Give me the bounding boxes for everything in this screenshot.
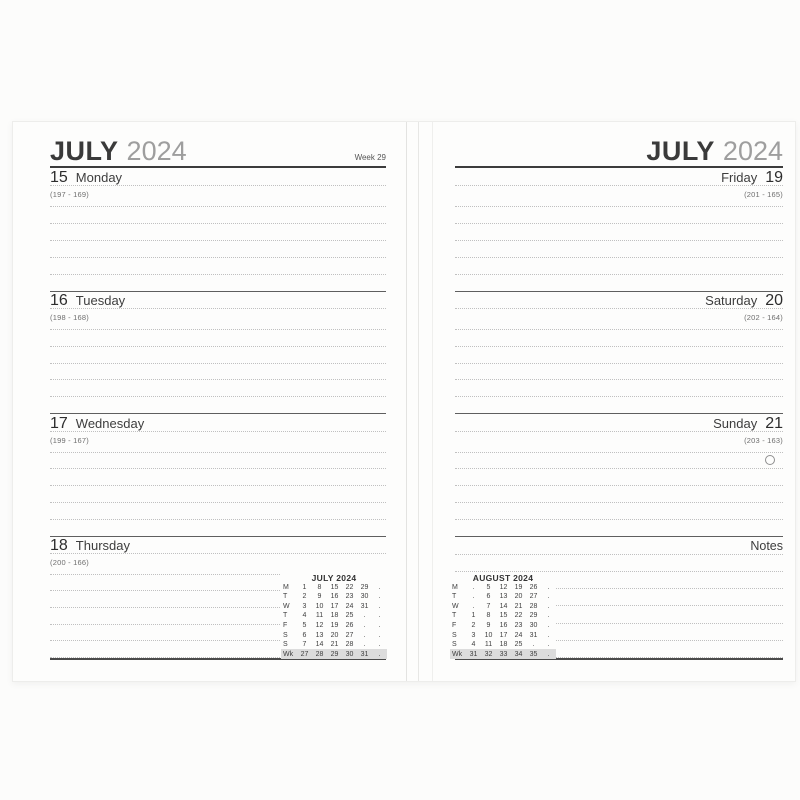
mini-calendar-row: [281, 602, 387, 612]
mini-calendar-cell: 13: [499, 593, 508, 601]
mini-calendar-cell: 23: [514, 622, 523, 630]
mini-calendar-cell: 15: [330, 583, 339, 591]
writing-line: [50, 520, 386, 536]
mini-calendar-cell: 17: [499, 631, 508, 639]
mini-calendar-day-label: T: [452, 593, 457, 601]
day-name: Wednesday: [75, 415, 145, 431]
mini-calendar-cell: .: [472, 602, 475, 610]
page-title-year: 2024: [126, 136, 187, 167]
mini-calendar-cell: .: [363, 631, 366, 639]
mini-calendar-cell: 26: [345, 622, 354, 630]
day-number: 15: [50, 168, 68, 186]
day-heading: [50, 414, 386, 432]
full-moon-icon: [765, 455, 775, 465]
writing-line: [50, 453, 386, 470]
mini-calendar-cell: 35: [529, 650, 538, 658]
day-of-year-count: (201 - 165): [455, 186, 783, 207]
writing-line: [455, 503, 783, 520]
mini-calendar-cell: 7: [486, 602, 491, 610]
left-page: [50, 122, 386, 660]
writing-line: [50, 503, 386, 520]
mini-calendar-row: [450, 592, 556, 602]
mini-calendar-cell: 27: [529, 593, 538, 601]
mini-calendar-day-label: S: [452, 641, 457, 649]
mini-calendar-cell: 28: [315, 650, 324, 658]
mini-calendar-cell: .: [532, 641, 535, 649]
notes-heading: Notes: [455, 537, 783, 555]
writing-line: [50, 397, 386, 413]
mini-calendar-cell: 30: [345, 650, 354, 658]
writing-line: [455, 397, 783, 413]
day-heading: [50, 292, 386, 310]
mini-calendar-cell: 31: [360, 602, 369, 610]
mini-calendar-cell: .: [378, 631, 381, 639]
writing-line: [455, 330, 783, 347]
mini-calendar-cell: .: [378, 593, 381, 601]
mini-calendar-row: [450, 630, 556, 640]
mini-calendar-cell: 13: [315, 631, 324, 639]
mini-calendar-cell: 10: [315, 602, 324, 610]
mini-calendar-cell: 11: [315, 612, 324, 620]
day-of-year-count: (198 - 168): [50, 309, 386, 330]
day-number: 18: [50, 537, 68, 555]
day-section-thursday: [50, 536, 386, 659]
mini-calendar-week-row: [281, 649, 387, 659]
mini-calendar-day-label: Wk: [452, 650, 463, 658]
right-page: [452, 122, 783, 660]
writing-line: [455, 469, 783, 486]
mini-calendar-cell: .: [472, 593, 475, 601]
mini-calendar-row: [450, 611, 556, 621]
spine-gutter-line: [406, 122, 407, 681]
mini-calendar-cell: 29: [330, 650, 339, 658]
notes-section: [452, 536, 783, 659]
mini-calendar-day-label: T: [452, 612, 457, 620]
mini-calendar-title: JULY 2024: [311, 572, 357, 583]
left-page-day-sections: [50, 168, 386, 660]
day-section-saturday: [455, 291, 783, 414]
mini-calendar-cell: 29: [529, 612, 538, 620]
day-name: Sunday: [713, 415, 758, 431]
mini-calendar-cell: .: [547, 641, 550, 649]
writing-line: [50, 258, 386, 275]
writing-line: [50, 207, 386, 224]
mini-calendar-cell: .: [378, 641, 381, 649]
mini-calendar-cell: .: [547, 583, 550, 591]
mini-calendar-cell: 4: [302, 612, 307, 620]
mini-calendar-cell: 28: [345, 641, 354, 649]
day-heading: [455, 414, 783, 432]
mini-calendar-row: [450, 602, 556, 612]
spine-gutter-line: [418, 122, 419, 681]
mini-calendar-august: [448, 572, 556, 660]
writing-line: [50, 380, 386, 397]
week-number-label: Week 29: [354, 153, 386, 162]
writing-line: [455, 380, 783, 397]
mini-calendar-cell: 20: [330, 631, 339, 639]
mini-calendar-cell: 31: [529, 631, 538, 639]
mini-calendar-day-label: T: [283, 612, 288, 620]
day-number: 20: [765, 292, 783, 310]
mini-calendar-cell: 2: [471, 622, 476, 630]
mini-calendar-day-label: Wk: [283, 650, 294, 658]
day-name: Saturday: [705, 293, 758, 309]
day-section-wednesday: [50, 413, 386, 536]
mini-calendar-cell: .: [547, 593, 550, 601]
mini-calendar-row: [450, 621, 556, 631]
mini-calendar-cell: .: [547, 631, 550, 639]
writing-line: [50, 347, 386, 364]
day-name: Tuesday: [75, 293, 126, 309]
page-title-month: JULY: [50, 136, 119, 167]
spine-gutter-line: [432, 122, 433, 681]
mini-calendar-cell: .: [363, 641, 366, 649]
mini-calendar-cell: .: [472, 583, 475, 591]
writing-line: [50, 224, 386, 241]
writing-line: [50, 330, 386, 347]
writing-line: [455, 364, 783, 381]
mini-calendar-cell: 6: [486, 593, 491, 601]
day-heading: [50, 537, 386, 555]
mini-calendar-day-label: M: [283, 583, 289, 591]
mini-calendar-cell: .: [547, 650, 550, 658]
mini-calendar-row: [281, 583, 387, 593]
mini-calendar-cell: 12: [315, 622, 324, 630]
mini-calendar-day-label: S: [283, 631, 288, 639]
day-heading: [455, 168, 783, 186]
writing-line: [50, 486, 386, 503]
mini-calendar-cell: 3: [302, 602, 307, 610]
mini-calendar-cell: .: [547, 622, 550, 630]
writing-line: [455, 258, 783, 275]
mini-calendar-cell: 9: [486, 622, 491, 630]
mini-calendar-day-label: S: [452, 631, 457, 639]
writing-line: [50, 469, 386, 486]
mini-calendar-cell: 24: [514, 631, 523, 639]
mini-calendar-cell: 7: [302, 641, 307, 649]
mini-calendar-cell: 25: [514, 641, 523, 649]
mini-calendar-cell: 4: [471, 641, 476, 649]
day-heading: [50, 168, 386, 186]
mini-calendar-cell: 15: [499, 612, 508, 620]
mini-calendar-week-row: [450, 649, 556, 659]
mini-calendar-cell: .: [378, 602, 381, 610]
mini-calendar-cell: 9: [317, 593, 322, 601]
mini-calendar-cell: 22: [345, 583, 354, 591]
day-section-monday: [50, 168, 386, 291]
writing-line: [50, 364, 386, 381]
day-number: 16: [50, 292, 68, 310]
mini-calendar-day-label: S: [283, 641, 288, 649]
mini-calendar-cell: .: [378, 622, 381, 630]
writing-line: [455, 275, 783, 291]
day-name: Friday: [721, 169, 758, 185]
mini-calendar-cell: 29: [360, 583, 369, 591]
mini-calendar-cell: 14: [499, 602, 508, 610]
mini-calendar-day-label: T: [283, 593, 288, 601]
writing-line: [50, 241, 386, 258]
mini-calendar-cell: 19: [514, 583, 523, 591]
writing-line: [455, 347, 783, 364]
mini-calendar-cell: .: [363, 622, 366, 630]
mini-calendar-cell: 2: [302, 593, 307, 601]
mini-calendar-cell: 1: [471, 612, 476, 620]
day-of-year-count: (203 - 163): [455, 432, 783, 453]
writing-line: [455, 207, 783, 224]
mini-calendar-cell: 19: [330, 622, 339, 630]
mini-calendar-cell: 16: [330, 593, 339, 601]
day-of-year-count: (202 - 164): [455, 309, 783, 330]
day-section-tuesday: [50, 291, 386, 414]
mini-calendar-day-label: W: [452, 602, 459, 610]
mini-calendar-cell: .: [378, 612, 381, 620]
mini-calendar-day-label: M: [452, 583, 458, 591]
mini-calendar-row: [450, 640, 556, 650]
mini-calendar-cell: .: [547, 612, 550, 620]
mini-calendar-cell: 1: [302, 583, 307, 591]
mini-calendar-cell: 27: [300, 650, 309, 658]
mini-calendar-row: [281, 640, 387, 650]
mini-calendar-cell: 32: [484, 650, 493, 658]
writing-line: [455, 520, 783, 536]
mini-calendar-cell: .: [378, 650, 381, 658]
day-of-year-count: (199 - 167): [50, 432, 386, 453]
mini-calendar-cell: 17: [330, 602, 339, 610]
mini-calendar-row: [281, 592, 387, 602]
writing-line: [455, 486, 783, 503]
mini-calendar-cell: 10: [484, 631, 493, 639]
mini-calendar-cell: 24: [345, 602, 354, 610]
mini-calendar-cell: 18: [330, 612, 339, 620]
writing-line: [455, 555, 783, 572]
right-page-header: [455, 122, 783, 168]
mini-calendar-row: [281, 621, 387, 631]
mini-calendar-cell: 28: [529, 602, 538, 610]
mini-calendar-cell: .: [547, 602, 550, 610]
page-title-month: JULY: [646, 136, 715, 167]
mini-calendar-cell: 27: [345, 631, 354, 639]
day-name: Thursday: [75, 538, 130, 554]
mini-calendar-cell: 30: [529, 622, 538, 630]
day-number: 19: [765, 168, 783, 186]
day-of-year-count: (197 - 169): [50, 186, 386, 207]
day-number: 17: [50, 414, 68, 432]
left-page-header: [50, 122, 386, 168]
mini-calendar-cell: 26: [529, 583, 538, 591]
day-section-sunday: [455, 413, 783, 536]
day-name: Monday: [75, 169, 123, 185]
mini-calendar-cell: 31: [360, 650, 369, 658]
mini-calendar-cell: 33: [499, 650, 508, 658]
mini-calendar-cell: 21: [330, 641, 339, 649]
mini-calendar-cell: 8: [317, 583, 322, 591]
mini-calendar-cell: 14: [315, 641, 324, 649]
day-of-year-count: (200 - 166): [50, 554, 386, 575]
mini-calendar-cell: 5: [302, 622, 307, 630]
day-section-friday: [455, 168, 783, 291]
mini-calendar-cell: 34: [514, 650, 523, 658]
mini-calendar-july: [281, 572, 387, 660]
writing-line: [50, 275, 386, 291]
mini-calendar-cell: 11: [484, 641, 493, 649]
mini-calendar-cell: 21: [514, 602, 523, 610]
mini-calendar-cell: 18: [499, 641, 508, 649]
mini-calendar-cell: 23: [345, 593, 354, 601]
mini-calendar-cell: .: [363, 612, 366, 620]
writing-line: [455, 453, 783, 470]
page-title-year: 2024: [722, 136, 783, 167]
mini-calendar-cell: 20: [514, 593, 523, 601]
mini-calendar-cell: 30: [360, 593, 369, 601]
mini-calendar-cell: 31: [469, 650, 478, 658]
mini-calendar-day-label: W: [283, 602, 290, 610]
mini-calendar-day-label: F: [452, 622, 457, 630]
mini-calendar-row: [281, 630, 387, 640]
mini-calendar-cell: 8: [486, 612, 491, 620]
right-page-day-sections: [452, 168, 783, 660]
mini-calendar-row: [281, 611, 387, 621]
mini-calendar-cell: 22: [514, 612, 523, 620]
mini-calendar-cell: 3: [471, 631, 476, 639]
day-number: 21: [765, 414, 783, 432]
mini-calendar-cell: .: [378, 583, 381, 591]
mini-calendar-row: [450, 583, 556, 593]
writing-line: [455, 224, 783, 241]
writing-line: [455, 241, 783, 258]
mini-calendar-cell: 16: [499, 622, 508, 630]
mini-calendar-cell: 6: [302, 631, 307, 639]
mini-calendar-day-label: F: [283, 622, 288, 630]
mini-calendar-title: AUGUST 2024: [472, 572, 534, 583]
day-heading: [455, 292, 783, 310]
mini-calendar-cell: 12: [499, 583, 508, 591]
mini-calendar-cell: 25: [345, 612, 354, 620]
mini-calendar-cell: 5: [486, 583, 491, 591]
